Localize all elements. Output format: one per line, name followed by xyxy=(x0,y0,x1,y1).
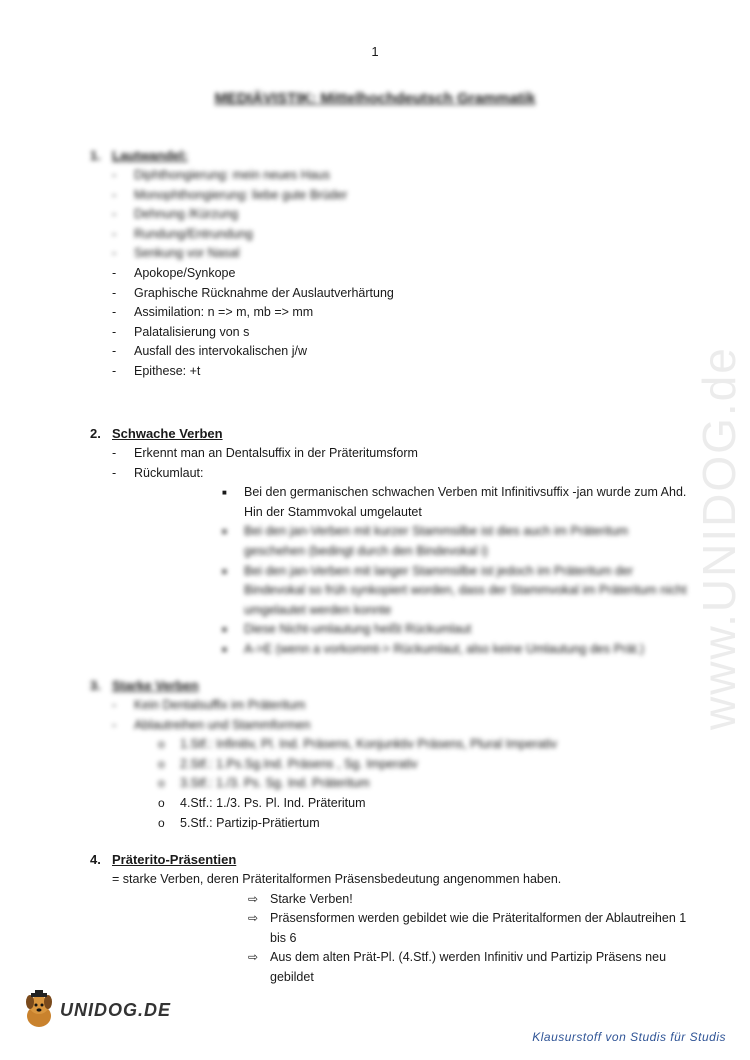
section-number: 3. xyxy=(90,678,101,693)
section-title: Lautwandel: xyxy=(112,148,188,163)
section-starke-verben xyxy=(90,676,690,833)
bullet-item: ■ Bei den jan-Verben mit kurzer Stammsilbe ist dies auch im Präteritum geschehen (bedingt durch den Bindevokal i) xyxy=(222,522,690,561)
arrow-list xyxy=(90,890,690,988)
section-title: Schwache Verben xyxy=(112,426,223,441)
section-heading xyxy=(90,850,690,870)
arrow-item: ⇨ Aus dem alten Prät-Pl. (4.Stf.) werden Infinitiv und Partizip Präsens neu gebildet xyxy=(248,948,690,987)
section-title: Starke Verben xyxy=(112,678,199,693)
list-item: - Dehnung /Kürzung xyxy=(90,205,690,225)
list-item: - Rückumlaut: xyxy=(90,464,690,484)
circle-bullet-list xyxy=(90,735,690,833)
bullet-item: ■ Diese Nicht-umlautung heißt Rückumlaut xyxy=(222,620,690,640)
bullet-item: o 3.Stf.: 1./3. Ps. Sg. Ind. Präteritum xyxy=(156,774,690,794)
list-item: - Monophthongierung: liebe gute Brüder xyxy=(90,186,690,206)
dash-list xyxy=(90,166,690,382)
logo-text: UNIDOG.DE xyxy=(60,999,172,1020)
footer-tagline: Klausurstoff von Studis für Studis xyxy=(532,1030,726,1044)
bullet-item: ■ Bei den germanischen schwachen Verben mit Infinitivsuffix -jan wurde zum Ahd. Hin der Stammvokal umgelautet xyxy=(222,483,690,522)
section-number: 4. xyxy=(90,852,101,867)
section-number: 1. xyxy=(90,148,101,163)
document-title: MEDIÄVISTIK: Mittelhochdeutsch Grammatik xyxy=(214,90,536,107)
page-number: 1 xyxy=(371,44,379,59)
unidog-logo[interactable] xyxy=(22,990,171,1030)
watermark: www.UNIDOG.de xyxy=(693,346,745,730)
section-heading xyxy=(90,676,690,696)
bullet-item: ■ A->E (wenn a vorkommt-> Rückumlaut, also keine Umlautung des Prät.) xyxy=(222,640,690,660)
list-item: - Rundung/Entrundung xyxy=(90,225,690,245)
section-title: Präterito-Präsentien xyxy=(112,852,237,867)
list-item: - Erkennt man an Dentalsuffix in der Präteritumsform xyxy=(90,444,690,464)
list-item: - Graphische Rücknahme der Auslautverhärtung xyxy=(90,284,690,304)
list-item: - Senkung vor Nasal xyxy=(90,244,690,264)
dog-icon xyxy=(22,990,56,1030)
list-item: - Palatalisierung von s xyxy=(90,323,690,343)
bullet-item: ■ Bei den jan-Verben mit langer Stammsilbe ist jedoch im Präteritum der Bindevokal so früh synkopiert worden, dass der Stammvokal im Präteritum nicht umgelautet werden konnte xyxy=(222,562,690,621)
list-item: - Assimilation: n => m, mb => mm xyxy=(90,303,690,323)
section-heading xyxy=(90,146,690,166)
list-item: - Diphthongierung: mein neues Haus xyxy=(90,166,690,186)
dash-list xyxy=(90,696,690,735)
dash-list xyxy=(90,444,690,483)
list-item: - Kein Dentalsuffix im Präteritum xyxy=(90,696,690,716)
square-bullet-list xyxy=(90,483,690,659)
arrow-item: ⇨ Präsensformen werden gebildet wie die Präteritalformen der Ablautreihen 1 bis 6 xyxy=(248,909,690,948)
section-lautwandel xyxy=(90,146,690,382)
section-number: 2. xyxy=(90,426,101,441)
section-schwache-verben xyxy=(90,424,690,660)
list-item: - Epithese: +t xyxy=(90,362,690,382)
bullet-item: o 4.Stf.: 1./3. Ps. Pl. Ind. Präteritum xyxy=(156,794,690,814)
list-item: - Ausfall des intervokalischen j/w xyxy=(90,342,690,362)
list-item: - Ablautreihen und Stammformen xyxy=(90,716,690,736)
section-praeterito-praesentien xyxy=(90,850,690,988)
bullet-item: o 1.Stf.: Infinitiv, Pl. Ind. Präsens, Konjunktiv Präsens, Plural Imperativ xyxy=(156,735,690,755)
bullet-item: o 2.Stf.: 1.Ps.Sg.Ind. Präsens , Sg. Imperativ xyxy=(156,755,690,775)
list-item: - Apokope/Synkope xyxy=(90,264,690,284)
bullet-item: o 5.Stf.: Partizip-Prätiertum xyxy=(156,814,690,834)
section-heading xyxy=(90,424,690,444)
arrow-item: ⇨ Starke Verben! xyxy=(248,890,690,910)
section-definition: = starke Verben, deren Präteritalformen Präsensbedeutung angenommen haben. xyxy=(112,872,562,886)
